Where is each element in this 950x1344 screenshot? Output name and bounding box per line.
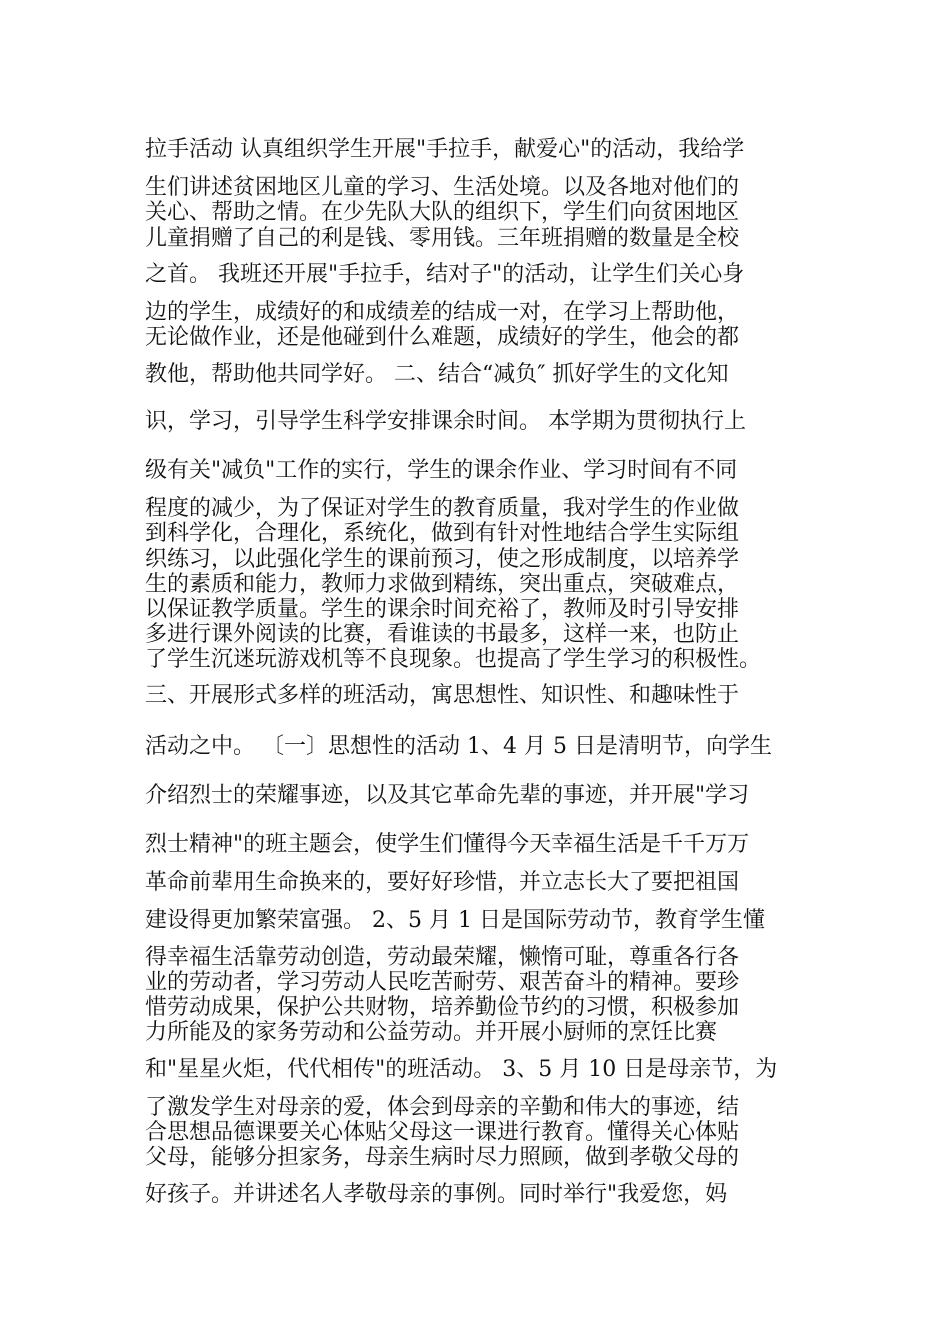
text-line: 和"星星火炬，代代相传"的班活动。 3、5 月 10 日是母亲节，为 — [145, 1057, 778, 1082]
text-line: 无论做作业，还是他碰到什么难题，成绩好的学生，他会的都 — [145, 325, 740, 350]
text-line: 了激发学生对母亲的爱，体会到母亲的辛勤和伟大的事迹，结 — [145, 1095, 740, 1120]
text-line: 边的学生，成绩好的和成绩差的结成一对，在学习上帮助他， — [145, 300, 740, 325]
text-line: 生的素质和能力，教师力求做到精练，突出重点，突破难点， — [145, 572, 740, 597]
text-line: 革命前辈用生命换来的，要好好珍惜，并立志长大了要把祖国 — [145, 870, 740, 895]
text-line: 力所能及的家务劳动和公益劳动。并开展小厨师的烹饪比赛 — [145, 1020, 718, 1045]
text-line: 生们讲述贫困地区儿童的学习、生活处境。以及各地对他们的 — [145, 175, 740, 200]
text-line: 三、开展形式多样的班活动，寓思想性、知识性、和趣味性于 — [145, 683, 740, 708]
text-line: 识，学习，引导学生科学安排课余时间。 本学期为贯彻执行上 — [145, 409, 746, 434]
text-line: 儿童捐赠了自己的利是钱、零用钱。三年班捐赠的数量是全校 — [145, 226, 740, 251]
text-line: 介绍烈士的荣耀事迹，以及其它革命先辈的事迹，并开展"学习 — [145, 783, 750, 808]
text-line: 织练习，以此强化学生的课前预习，使之形成制度，以培养学 — [145, 547, 740, 572]
text-line: 教他，帮助他共同学好。 二、结合“减负″ 抓好学生的文化知 — [145, 362, 729, 387]
text-line: 建设得更加繁荣富强。 2、5 月 1 日是国际劳动节，教育学生懂 — [145, 908, 765, 933]
text-line: 之首。 我班还开展"手拉手，结对子"的活动，让学生们关心身 — [145, 262, 745, 287]
text-line: 活动之中。 〔一〕思想性的活动 1、4 月 5 日是清明节，向学生 — [145, 734, 772, 759]
text-line: 多进行课外阅读的比赛，看谁读的书最多，这样一来，也防止 — [145, 622, 740, 647]
text-line: 程度的减少，为了保证对学生的教育质量，我对学生的作业做 — [145, 496, 740, 521]
text-line: 业的劳动者，学习劳动人民吃苦耐劳、艰苦奋斗的精神。要珍 — [145, 970, 740, 995]
text-line: 惜劳动成果，保护公共财物，培养勤俭节约的习惯，积极参加 — [145, 995, 740, 1020]
text-line: 父母，能够分担家务，母亲生病时尽力照顾，做到孝敬父母的 — [145, 1145, 740, 1170]
text-line: 烈士精神"的班主题会，使学生们懂得今天幸福生活是千千万万 — [145, 832, 750, 857]
text-line: 合思想品德课要关心体贴父母这一课进行教育。懂得关心体贴 — [145, 1120, 740, 1145]
text-line: 级有关"减负"工作的实行，学生的课余作业、学习时间有不同 — [145, 458, 738, 483]
text-line: 以保证教学质量。学生的课余时间充裕了，教师及时引导安排 — [145, 597, 740, 622]
text-line: 到科学化，合理化，系统化，做到有针对性地结合学生实际组 — [145, 521, 740, 546]
text-line: 好孩子。并讲述名人孝敬母亲的事例。同时举行"我爱您，妈 — [145, 1182, 728, 1207]
text-line: 拉手活动 认真组织学生开展"手拉手，献爱心"的活动，我给学 — [145, 137, 745, 162]
text-line: 关心、帮助之情。在少先队大队的组织下，学生们向贫困地区 — [145, 200, 740, 225]
text-line: 得幸福生活靠劳动创造，劳动最荣耀，懒惰可耻，尊重各行各 — [145, 945, 740, 970]
text-line: 了学生沉迷玩游戏机等不良现象。也提高了学生学习的积极性。 — [145, 647, 762, 672]
